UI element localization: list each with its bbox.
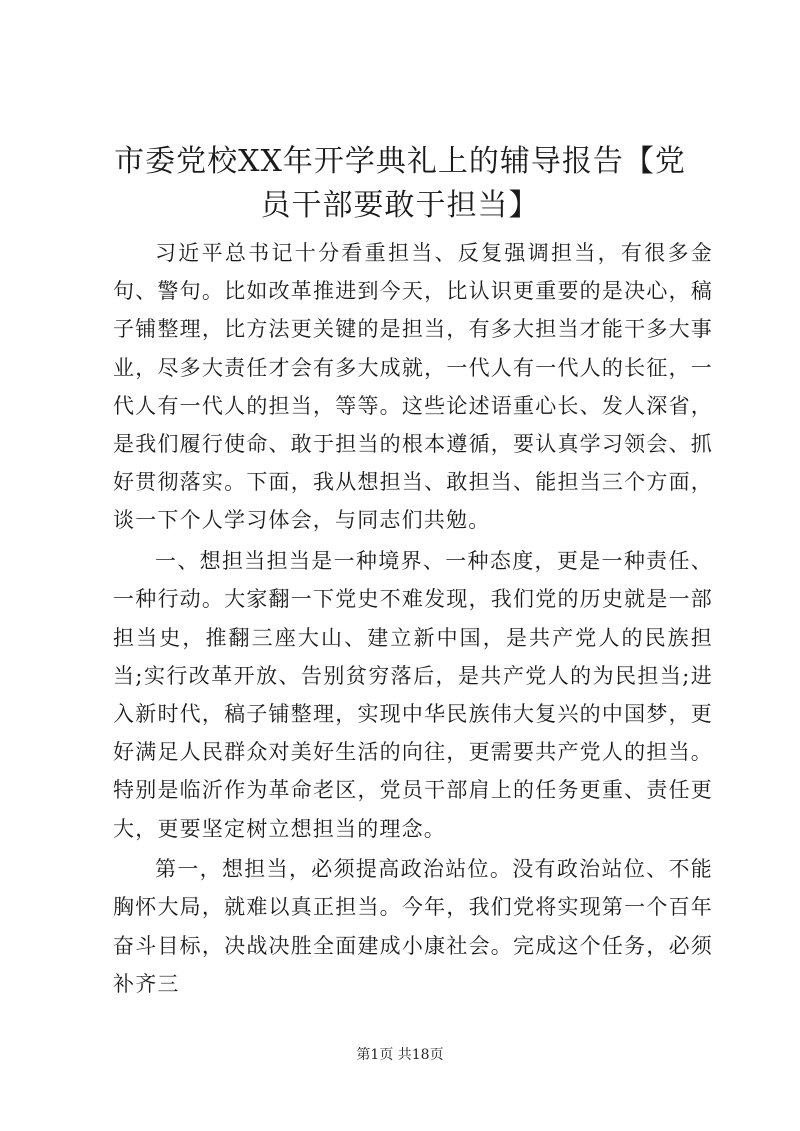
- document-title: 市委党校XX年开学典礼上的辅导报告【党员干部要敢于担当】: [114, 144, 686, 223]
- paragraph-section-one: 一、想担当担当是一种境界、一种态度，更是一种责任、一种行动。大家翻一下党史不难发现，我们党的历史就是一部担当史，推翻三座大山、建立新中国，是共产党人的民族担当;实行改革开放、告别贫穷落后，是共产党人的为民担当;进入新时代，稿子铺整理，实现中华民族伟大复兴的中国梦，更好满足人民群众对美好生活的向往，更需要共产党人的担当。特别是临沂作为革命老区，党员干部肩上的任务更重、责任更大，更要坚定树立想担当的理念。: [113, 549, 713, 841]
- page-footer: 第1页 共18页: [356, 1047, 444, 1063]
- paragraph-first-point: 第一，想担当，必须提高政治站位。没有政治站位、不能胸怀大局，就难以真正担当。今年，我们党将实现第一个百年奋斗目标，决战决胜全面建成小康社会。完成这个任务，必须补齐三: [113, 857, 713, 996]
- paragraph-intro: 习近平总书记十分看重担当、反复强调担当，有很多金句、警句。比如改革推进到今天，比认识更重要的是决心，稿子铺整理，比方法更关键的是担当，有多大担当才能干多大事业，尽多大责任才会有多大成就，一代人有一代人的长征，一代人有一代人的担当，等等。这些论述语重心长、发人深省，是我们履行使命、敢于担当的根本遵循，要认真学习领会、抓好贯彻落实。下面，我从想担当、敢担当、能担当三个方面，谈一下个人学习体会，与同志们共勉。: [113, 241, 713, 533]
- document-body: [113, 234, 713, 1006]
